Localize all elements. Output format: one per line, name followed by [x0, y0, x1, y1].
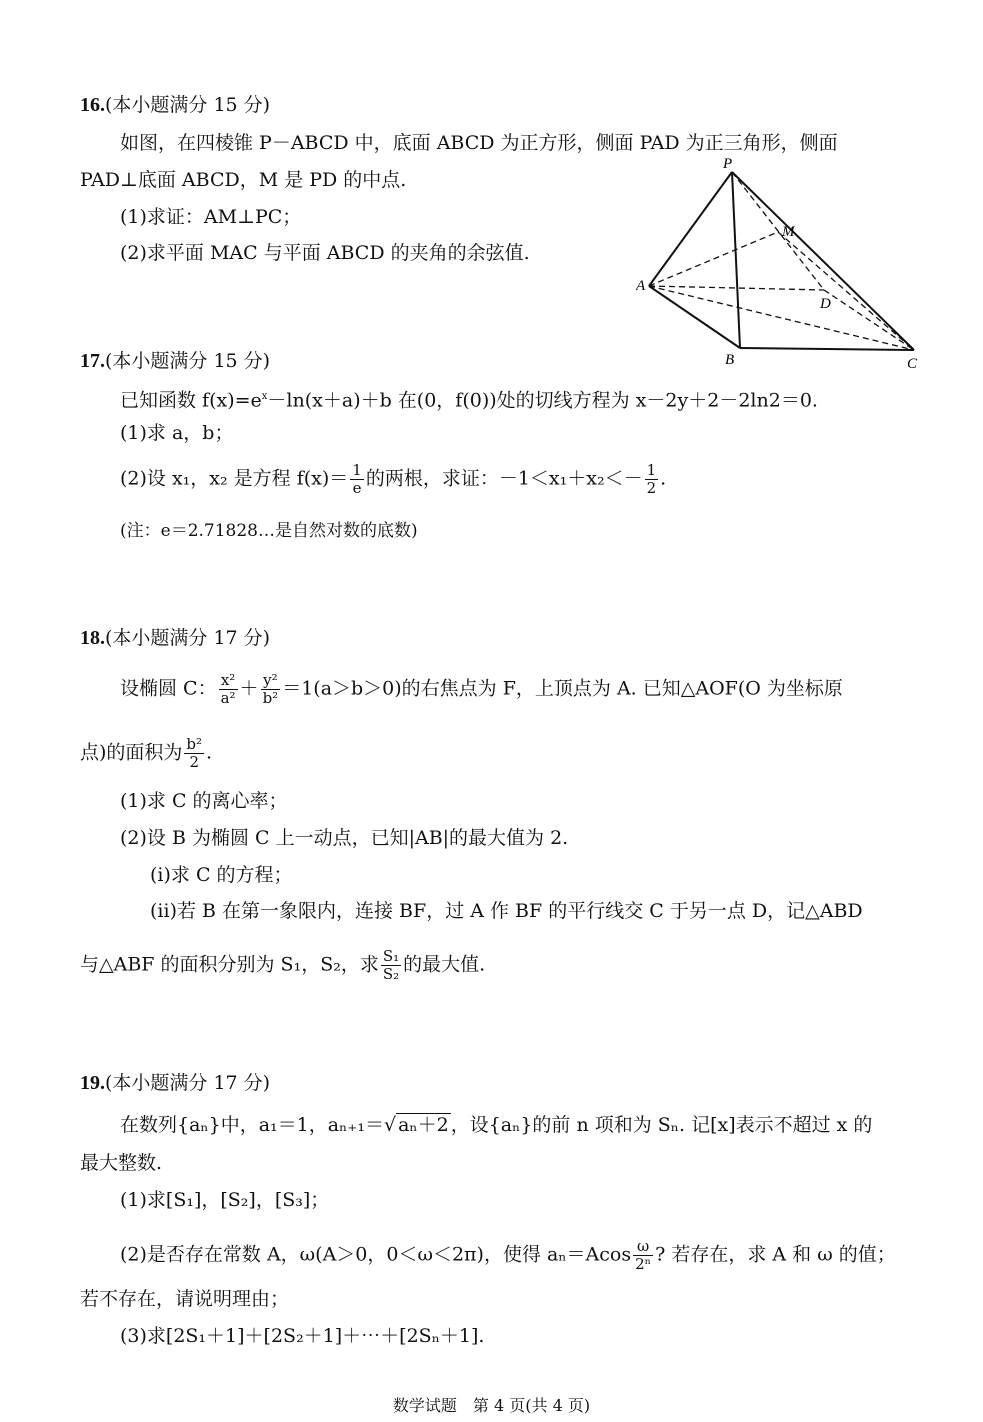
q18-number: 18. [80, 627, 105, 649]
q19-score: (本小题满分 17 分) [105, 1072, 271, 1094]
frac-num: S₁ [382, 947, 400, 965]
fraction-x2-a2 [219, 672, 238, 707]
q17-part2-b: 的两根，求证：－1＜x₁＋x₂＜－ [365, 467, 643, 490]
q18-line-last [80, 948, 485, 983]
q17-header [80, 348, 270, 374]
fraction-s1-s2 [381, 948, 401, 983]
q19-part2 [120, 1238, 896, 1273]
q17-part2-end: . [660, 467, 667, 490]
frac-den: a² [220, 689, 236, 707]
q18-line-last-b: 的最大值. [403, 953, 486, 976]
q18-line1 [120, 672, 843, 707]
label-A: A [636, 278, 646, 294]
q19-line2: 最大整数. [80, 1152, 163, 1174]
q18-line1-a: 设椭圆 C： [120, 677, 217, 700]
fraction-y2-b2 [261, 672, 281, 707]
q18-line1-b: ＝1(a＞b＞0)的右焦点为 F，上顶点为 A. 已知△AOF(O 为坐标原 [282, 677, 843, 700]
q19-number: 19. [80, 1072, 105, 1094]
frac-den: S₂ [382, 965, 400, 983]
frac-den: 2ⁿ [635, 1255, 652, 1273]
frac-num: b² [186, 735, 203, 753]
edge-PC [732, 172, 914, 350]
q16-line2: PAD⊥底面 ABCD，M 是 PD 的中点. [80, 169, 407, 191]
edge-PB [732, 172, 740, 348]
q17-exponent: x [261, 391, 268, 402]
frac-den: e [352, 479, 362, 497]
q17-number: 17. [80, 350, 105, 372]
q19-part2-a: (2)是否存在常数 A，ω(A＞0，0＜ω＜2π)，使得 aₙ＝Acos [120, 1243, 632, 1266]
q16-part2: (2)求平面 MAC 与平面 ABCD 的夹角的余弦值. [120, 242, 530, 264]
label-C: C [907, 356, 918, 372]
q16-part1: (1)求证：AM⊥PC； [120, 206, 302, 228]
seg-MC [778, 232, 914, 350]
edge-AB [649, 286, 740, 348]
fraction-b2-2 [184, 736, 204, 771]
page-footer: 数学试题 第 4 页(共 4 页) [392, 1396, 591, 1415]
frac-num: 1 [352, 461, 362, 479]
edge-PD [732, 172, 824, 290]
q19-header [80, 1070, 270, 1096]
q16-line1: 如图，在四棱锥 P－ABCD 中，底面 ABCD 为正方形，侧面 PAD 为正三角形，侧面 [120, 132, 838, 154]
label-M: M [782, 224, 795, 240]
q18-line2-a: 点)的面积为 [80, 741, 183, 764]
edge-BC [740, 348, 914, 350]
sqrt-content: aₙ＋2 [398, 1114, 449, 1136]
q18-line2-end: . [206, 741, 213, 764]
q16-score: (本小题满分 15 分) [105, 94, 271, 116]
q17-line1-b: －ln(x＋a)＋b 在(0，f(0))处的切线方程为 x－2y＋2－2ln2＝0. [267, 389, 818, 412]
q19-part1: (1)求[S₁]，[S₂]，[S₃]； [120, 1189, 330, 1211]
frac-num: x² [219, 672, 238, 690]
q18-part2-ii: (ii)若 B 在第一象限内，连接 BF，过 A 作 BF 的平行线交 C 于另一点 D，记△ABD [150, 900, 863, 922]
fraction-1-over-e [350, 462, 364, 497]
q18-line2 [80, 736, 212, 771]
q19-line1-a: 在数列{aₙ}中，a₁＝1，aₙ₊₁＝ [120, 1114, 384, 1136]
q18-line-last-a: 与△ABF 的面积分别为 S₁，S₂，求 [80, 953, 379, 976]
pyramid-figure [636, 158, 926, 378]
q18-header [80, 625, 270, 651]
edge-DC [824, 290, 914, 350]
q17-part1: (1)求 a，b； [120, 422, 234, 444]
frac-num: 1 [646, 461, 657, 479]
frac-num: ω [633, 1238, 653, 1256]
q18-part1: (1)求 C 的离心率； [120, 790, 288, 812]
q18-score: (本小题满分 17 分) [105, 627, 271, 649]
fraction-1-over-2 [645, 462, 659, 497]
frac-num: y² [261, 672, 281, 690]
q17-part2-a: (2)设 x₁，x₂ 是方程 f(x)＝ [120, 467, 349, 490]
fraction-omega-2n [633, 1238, 653, 1273]
q19-line1-b: ，设{aₙ}的前 n 项和为 Sₙ. 记[x]表示不超过 x 的 [450, 1114, 873, 1136]
q19-part2-line2: 若不存在，请说明理由； [80, 1288, 290, 1310]
q17-score: (本小题满分 15 分) [105, 350, 271, 372]
label-D: D [820, 296, 831, 312]
q19-line1: 在数列{aₙ}中，a₁＝1，aₙ₊₁＝√ aₙ＋2 ，设{aₙ}的前 n 项和为 Sₙ. 记[x]表示不超过 x 的 [120, 1114, 873, 1136]
label-B: B [725, 352, 735, 368]
plus-sign: ＋ [239, 677, 259, 700]
frac-den: b² [262, 689, 279, 707]
q19-part2-b: ? 若存在，求 A 和 ω 的值； [655, 1243, 896, 1266]
q16-number: 16. [80, 94, 105, 116]
label-P: P [723, 158, 733, 172]
q18-part2: (2)设 B 为椭圆 C 上一动点，已知|AB|的最大值为 2. [120, 827, 569, 849]
q16-header [80, 92, 270, 118]
q17-note: (注：e＝2.71828…是自然对数的底数) [120, 521, 418, 541]
q17-part2 [120, 462, 666, 497]
q17-line1-a: 已知函数 f(x)=e [120, 389, 262, 412]
diag-AC [649, 286, 914, 350]
frac-den: 2 [189, 753, 199, 771]
q19-part3: (3)求[2S₁＋1]＋[2S₂＋1]＋⋯＋[2Sₙ＋1]. [120, 1325, 485, 1347]
q17-line1 [120, 384, 818, 413]
q18-part2-i: (i)求 C 的方程； [150, 864, 293, 886]
frac-den: 2 [646, 479, 657, 497]
